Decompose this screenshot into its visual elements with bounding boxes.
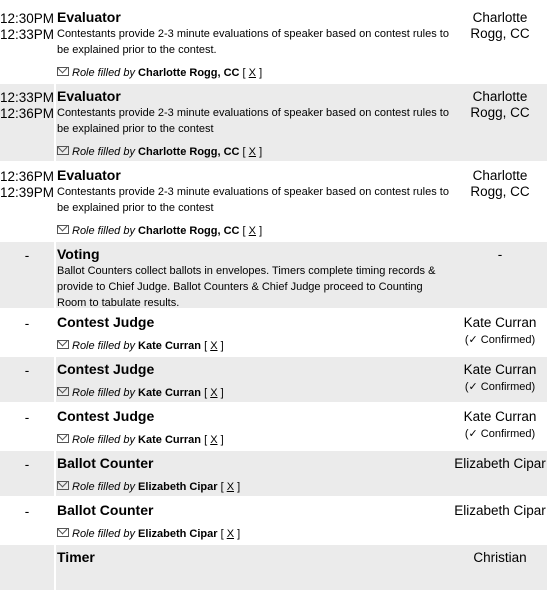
role-filled-name: Charlotte Rogg, CC <box>138 146 240 158</box>
role-description: Contestants provide 2-3 minute evaluations of speaker based on contest rules to be explained prior to the contest. <box>57 28 449 56</box>
time-cell <box>0 357 54 402</box>
start-time: - <box>24 504 30 519</box>
role-filled-name: Elizabeth Cipar <box>138 481 218 493</box>
assignee-name: Elizabeth Cipar <box>454 456 546 471</box>
end-time: 12:33PM <box>0 27 55 42</box>
role-cell <box>54 5 453 82</box>
end-time: 12:39PM <box>0 185 55 200</box>
role-title: Ballot Counter <box>57 502 154 518</box>
role-filled-label: Role filled by <box>72 146 135 158</box>
assignee-cell <box>453 545 547 590</box>
role-filled-label: Role filled by <box>72 67 135 79</box>
agenda-row <box>0 404 547 449</box>
assignee-name: Charlotte Rogg, CC <box>470 168 530 199</box>
role-description: Contestants provide 2-3 minute evaluations of speaker based on contest rules to be explained prior to the contest <box>57 107 449 135</box>
start-time: - <box>24 457 30 472</box>
start-time: 12:30PM <box>0 11 55 26</box>
start-time: 12:33PM <box>0 90 55 105</box>
role-title: Contest Judge <box>57 408 155 424</box>
role-cell <box>54 310 453 355</box>
role-title: Evaluator <box>57 167 121 183</box>
agenda-row <box>0 451 547 496</box>
envelope-icon[interactable] <box>57 146 69 155</box>
role-description: Contestants provide 2-3 minute evaluations of speaker based on contest rules to be explained prior to the contest <box>57 186 449 214</box>
agenda-row <box>0 163 547 240</box>
role-title: Ballot Counter <box>57 455 154 471</box>
assignee-cell <box>453 357 547 402</box>
time-cell <box>0 498 54 543</box>
role-filled-name: Elizabeth Cipar <box>138 528 218 540</box>
agenda-row <box>0 357 547 402</box>
envelope-icon[interactable] <box>57 340 69 349</box>
role-filled-name: Kate Curran <box>138 340 202 352</box>
remove-role-link[interactable]: X <box>210 340 218 352</box>
assignee-cell <box>453 451 547 496</box>
remove-role-link[interactable]: X <box>210 387 218 399</box>
assignee-cell <box>453 498 547 543</box>
envelope-icon[interactable] <box>57 434 69 443</box>
assignee-name: - <box>497 247 503 262</box>
envelope-icon[interactable] <box>57 387 69 396</box>
time-cell <box>0 451 54 496</box>
confirmed-badge: (✓ Confirmed) <box>464 428 536 440</box>
remove-role-link[interactable]: X <box>248 67 257 79</box>
role-filled-line: Role filled by Kate Curran [ X ] <box>57 433 224 447</box>
role-filled-label: Role filled by <box>72 528 135 540</box>
role-filled-line: Role filled by Kate Curran [ X ] <box>57 339 224 353</box>
agenda-row <box>0 84 547 161</box>
role-title: Contest Judge <box>57 361 155 377</box>
end-time: 12:36PM <box>0 106 55 121</box>
envelope-icon[interactable] <box>57 528 69 537</box>
assignee-cell <box>453 163 547 240</box>
envelope-icon[interactable] <box>57 225 69 234</box>
time-cell <box>0 242 54 308</box>
assignee-cell <box>453 404 547 449</box>
assignee-name: Charlotte Rogg, CC <box>470 89 530 120</box>
assignee-cell <box>453 242 547 308</box>
role-title: Evaluator <box>57 88 121 104</box>
role-filled-label: Role filled by <box>72 434 135 446</box>
role-filled-line: Role filled by Elizabeth Cipar [ X ] <box>57 527 240 541</box>
start-time: 12:36PM <box>0 169 55 184</box>
role-filled-label: Role filled by <box>72 340 135 352</box>
role-cell <box>54 357 453 402</box>
remove-role-link[interactable]: X <box>226 481 235 493</box>
time-cell <box>0 404 54 449</box>
assignee-name: Kate Curran <box>463 315 537 330</box>
time-cell <box>0 163 54 240</box>
start-time: - <box>24 410 30 425</box>
role-filled-name: Kate Curran <box>138 434 202 446</box>
role-filled-name: Kate Curran <box>138 387 202 399</box>
role-cell <box>54 498 453 543</box>
assignee-name: Charlotte Rogg, CC <box>470 10 530 41</box>
assignee-name: Kate Curran <box>463 362 537 377</box>
agenda-row <box>0 310 547 355</box>
envelope-icon[interactable] <box>57 481 69 490</box>
role-cell <box>54 242 453 308</box>
agenda-row <box>0 545 547 590</box>
assignee-cell <box>453 310 547 355</box>
agenda-row <box>0 498 547 543</box>
role-filled-line: Role filled by Elizabeth Cipar [ X ] <box>57 480 240 494</box>
confirmed-badge: (✓ Confirmed) <box>464 334 536 346</box>
role-filled-line: Role filled by Kate Curran [ X ] <box>57 386 224 400</box>
agenda-row <box>0 5 547 82</box>
remove-role-link[interactable]: X <box>248 146 257 158</box>
role-cell <box>54 163 453 240</box>
role-filled-label: Role filled by <box>72 387 135 399</box>
role-cell <box>54 404 453 449</box>
role-cell <box>54 545 453 590</box>
agenda-row <box>0 242 547 308</box>
assignee-name: Kate Curran <box>463 409 537 424</box>
start-time: - <box>24 363 30 378</box>
role-filled-name: Charlotte Rogg, CC <box>138 67 240 79</box>
role-filled-label: Role filled by <box>72 225 135 237</box>
assignee-cell <box>453 84 547 161</box>
time-cell <box>0 84 54 161</box>
start-time: - <box>24 248 30 263</box>
envelope-icon[interactable] <box>57 67 69 76</box>
time-cell <box>0 545 54 590</box>
role-title: Timer <box>57 549 95 565</box>
assignee-name: Christian <box>473 550 527 565</box>
role-cell <box>54 451 453 496</box>
role-description: Ballot Counters collect ballots in envelopes. Timers complete timing records & provide to Chief Judge. Ballot Counters & Chief Judge proceed to Counting Room to tabulate results. <box>57 265 436 309</box>
role-title: Evaluator <box>57 9 121 25</box>
role-filled-name: Charlotte Rogg, CC <box>138 225 240 237</box>
remove-role-link[interactable]: X <box>210 434 218 446</box>
role-cell <box>54 84 453 161</box>
role-filled-line: Role filled by Charlotte Rogg, CC [ X ] <box>57 224 262 238</box>
remove-role-link[interactable]: X <box>226 528 235 540</box>
role-title: Voting <box>57 246 100 262</box>
role-filled-label: Role filled by <box>72 481 135 493</box>
assignee-cell <box>453 5 547 82</box>
remove-role-link[interactable]: X <box>248 225 257 237</box>
role-filled-line: Role filled by Charlotte Rogg, CC [ X ] <box>57 145 262 159</box>
confirmed-badge: (✓ Confirmed) <box>464 381 536 393</box>
time-cell <box>0 310 54 355</box>
role-title: Contest Judge <box>57 314 155 330</box>
assignee-name: Elizabeth Cipar <box>454 503 546 518</box>
role-filled-line: Role filled by Charlotte Rogg, CC [ X ] <box>57 66 262 80</box>
start-time: - <box>24 316 30 331</box>
time-cell <box>0 5 54 82</box>
